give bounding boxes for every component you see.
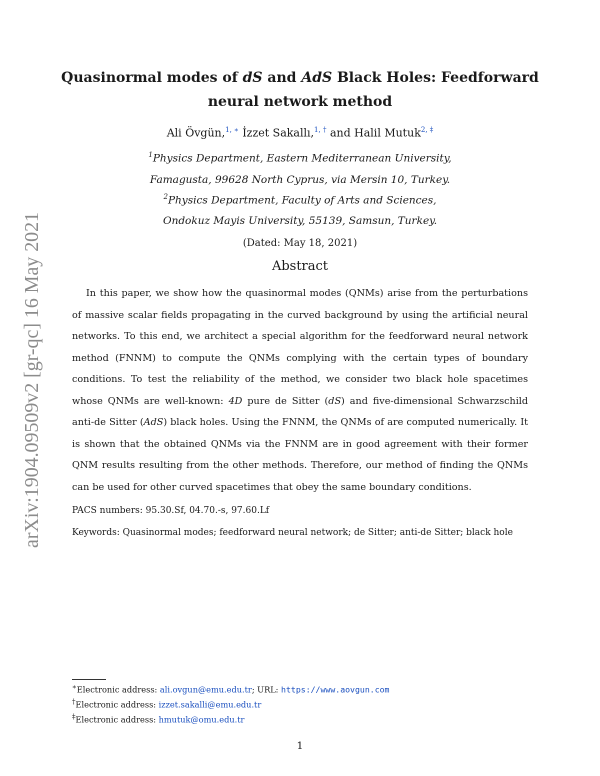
email-link[interactable]: izzet.sakalli@emu.edu.tr <box>158 699 262 710</box>
arxiv-stamp-text: arXiv:1904.09509v2 [gr-qc] 16 May 2021 <box>21 210 43 548</box>
affiliation-2: $^2$Physics Department, Faculty of Arts and Sciences, <box>163 193 437 207</box>
pacs-numbers: PACS numbers: 95.30.Sf, 04.70.-s, 97.60.Lf <box>72 506 270 516</box>
footnote-ref[interactable]: 1, † <box>314 126 327 134</box>
footnote-1: ∗Electronic address: ali.ovgun@emu.edu.tr; URL: https://www.aovgun.com <box>72 683 390 695</box>
author-list <box>0 126 600 140</box>
footnote-3: ‡Electronic address: hmutuk@omu.edu.tr <box>72 713 245 725</box>
abstract-text: In this paper, we show how the quasinormal modes (QNMs) arise from the perturbations of massive scalar fields propagating in the curved background by using the artificial neural networks. To this end, we architect a special algorithm for the feedforward neural network method (FNNM) to compute the QNMs complying with the certain types of boundary conditions. To test the reliability of the method, we consider two black hole spacetimes whose QNMs are well-known: 4D pure de Sitter (dS) and five-dimensional Schwarzschild anti-de Sitter (AdS) black holes. Using the FNNM, the QNMs of are computed numerically. It is shown that the obtained QNMs via the FNNM are in good agreement with their former QNM results resulting from the other methods. Therefore, our method of finding the QNMs can be used for other curved spacetimes that obey the same boundary conditions. <box>72 288 528 493</box>
affiliation-1-line2: Famagusta, 99628 North Cyprus, via Mersin 10, Turkey. <box>149 174 451 186</box>
email-link[interactable]: ali.ovgun@emu.edu.tr <box>159 684 252 695</box>
author-name: and Halil Mutuk <box>329 126 421 140</box>
email-link[interactable]: hmutuk@omu.edu.tr <box>158 714 245 725</box>
footnote-divider <box>72 679 106 680</box>
paper-title: Quasinormal modes of dS and AdS Black Holes: Feedforward neural network method <box>61 70 539 110</box>
date-line: (Dated: May 18, 2021) <box>242 238 358 249</box>
author-name: İzzet Sakallı, <box>242 126 315 140</box>
author-name: Ali Övgün, <box>166 126 226 140</box>
affiliation-1: $^1$Physics Department, Eastern Mediterranean University, <box>148 151 452 165</box>
footnote-ref[interactable]: 1, ∗ <box>225 126 239 134</box>
page-number: 1 <box>296 740 304 752</box>
keywords: Keywords: Quasinormal modes; feedforward neural network; de Sitter; anti-de Sitter; black hole <box>72 528 513 538</box>
affiliation-2-line2: Ondokuz Mayis University, 55139, Samsun, Turkey. <box>162 215 438 227</box>
footnote-2: †Electronic address: izzet.sakalli@emu.edu.tr <box>72 698 262 710</box>
footnote-ref[interactable]: 2, ‡ <box>420 126 434 134</box>
url-link[interactable]: https://www.aovgun.com <box>281 684 390 695</box>
abstract-heading: Abstract <box>271 259 329 274</box>
